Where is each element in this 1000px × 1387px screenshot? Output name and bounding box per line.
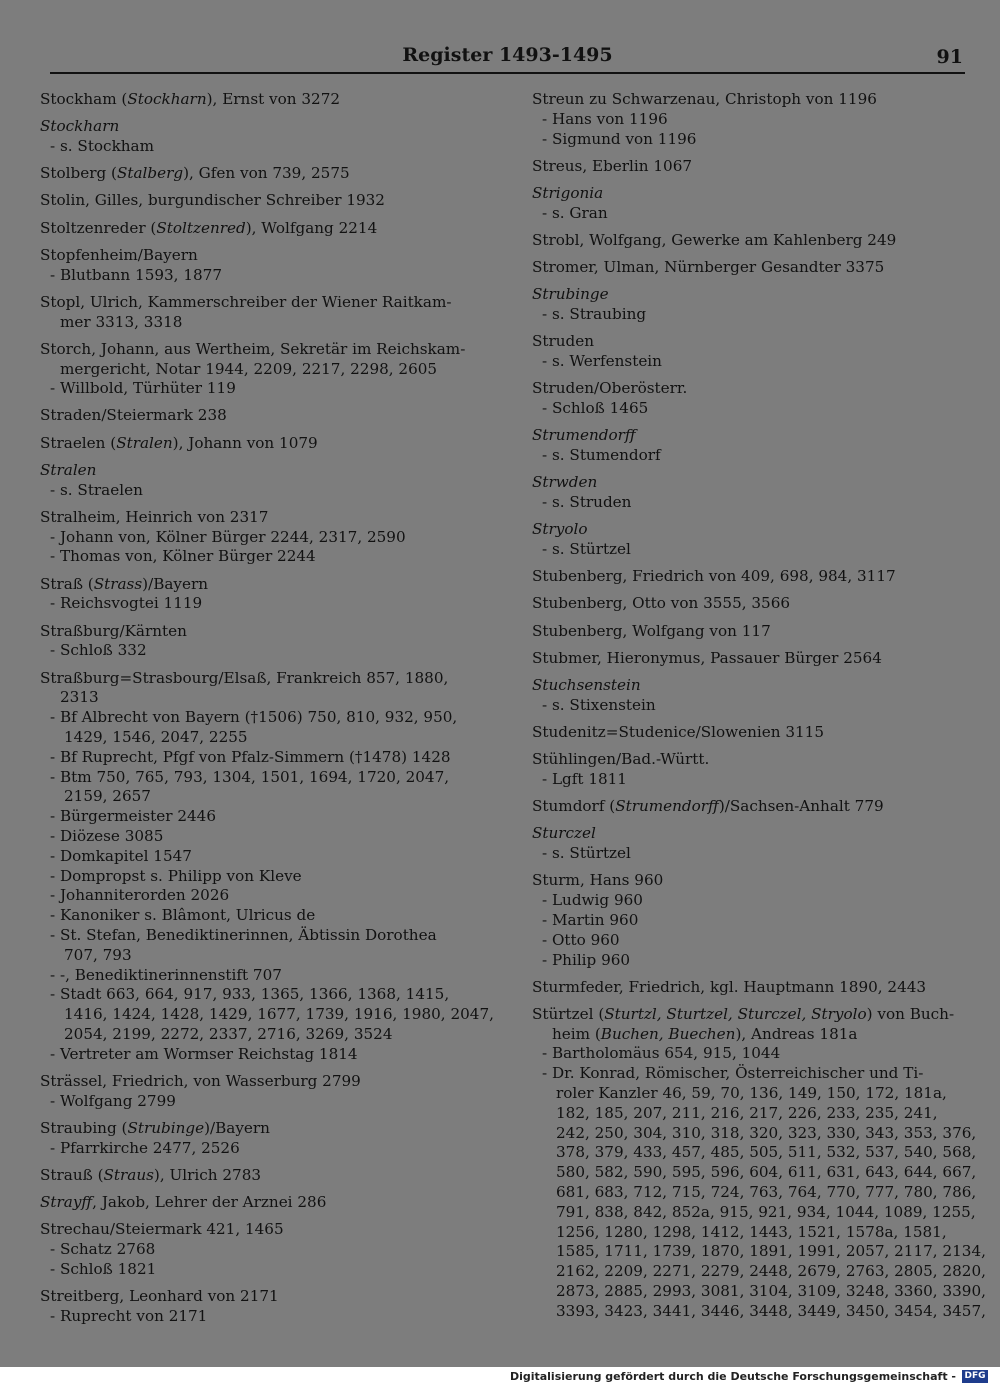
index-entry-line <box>532 379 962 399</box>
entry-text: )/Sachsen-Anhalt 779 <box>718 797 884 816</box>
entry-text: Stubenberg, Wolfgang von 117 <box>532 621 771 640</box>
index-entry <box>40 1287 480 1327</box>
page-header <box>50 40 965 74</box>
index-entry-line <box>40 669 480 689</box>
entry-text: 3393, 3423, 3441, 3446, 3448, 3449, 3450, 3454, 3457, <box>556 1301 986 1320</box>
index-entry-line <box>40 340 480 360</box>
index-subentry-line <box>40 641 480 661</box>
index-entry <box>532 871 962 970</box>
entry-text: - Otto 960 <box>542 930 620 949</box>
entry-text: - s. Stixenstein <box>542 695 656 714</box>
italic-name-variant: Buchen, Buechen <box>600 1024 736 1043</box>
entry-text: - s. Stürtzel <box>542 844 631 863</box>
entry-text: 2159, 2657 <box>64 787 151 806</box>
index-entry-line <box>532 258 962 278</box>
entry-text: - s. Werfenstein <box>542 352 662 371</box>
entry-text: ), Gfen von 739, 2575 <box>183 164 350 183</box>
entry-text: Straden/Steiermark 238 <box>40 406 227 425</box>
index-entry-line <box>532 1242 986 1262</box>
entry-text: Strechau/Steiermark 421, 1465 <box>40 1220 284 1239</box>
right-column <box>532 90 986 1329</box>
index-entry-line <box>40 246 480 266</box>
index-subentry-line <box>40 594 480 614</box>
entry-text: - Ludwig 960 <box>542 891 643 910</box>
entry-text: - Johanniterorden 2026 <box>50 886 230 905</box>
index-subentry-line <box>40 867 480 887</box>
index-entry <box>532 649 962 669</box>
entry-text: ), Andreas 181a <box>735 1024 858 1043</box>
italic-name-variant: Stoltzenred <box>156 218 246 237</box>
index-entry <box>532 567 962 587</box>
index-entry-line <box>40 90 480 110</box>
italic-name-variant: Stockharn <box>40 117 120 136</box>
entry-text: 2313 <box>60 688 99 707</box>
entry-text: Stubenberg, Friedrich von 409, 698, 984, 3117 <box>532 567 896 586</box>
index-subentry-line <box>40 481 480 501</box>
index-subentry-line <box>40 1045 480 1065</box>
entry-text: - Willbold, Türhüter 119 <box>50 379 236 398</box>
entry-text: Streun zu Schwarzenau, Christoph von 1196 <box>532 90 877 108</box>
entry-text: - Blutbann 1593, 1877 <box>50 265 222 284</box>
entry-text: - Schatz 2768 <box>50 1240 156 1259</box>
index-entry <box>40 1193 480 1213</box>
index-entry-line <box>532 649 962 669</box>
italic-name-variant: Stalberg <box>116 164 184 183</box>
index-subentry-line <box>532 493 962 513</box>
italic-name-variant: Stryolo <box>532 520 588 539</box>
entry-text: Strobl, Wolfgang, Gewerke am Kahlenberg 249 <box>532 230 897 249</box>
entry-text: - Martin 960 <box>542 910 639 929</box>
italic-name-variant: Strubinge <box>127 1118 205 1137</box>
index-entry-line <box>40 1025 480 1045</box>
index-entry <box>532 676 962 716</box>
index-entry-line <box>40 1119 480 1139</box>
entry-text: Stoltzenreder ( <box>40 218 157 237</box>
index-entry <box>40 508 480 567</box>
index-entry-line <box>40 360 480 380</box>
entry-text: - Schloß 1465 <box>542 399 649 418</box>
index-subentry-line <box>532 844 962 864</box>
entry-text: - s. Stürtzel <box>542 540 631 559</box>
entry-text: - Johann von, Kölner Bürger 2244, 2317, 2590 <box>50 527 406 546</box>
entry-text: - Schloß 1821 <box>50 1259 157 1278</box>
index-entry <box>532 285 962 325</box>
page-number: 91 <box>936 46 963 68</box>
entry-text: Stubmer, Hieronymus, Passauer Bürger 2564 <box>532 648 882 667</box>
entry-text: - s. Struden <box>542 493 632 512</box>
italic-name-variant: Strumendorff <box>532 426 636 445</box>
index-entry-line <box>532 90 962 110</box>
index-subentry-line <box>532 1044 962 1064</box>
index-entry <box>532 594 962 614</box>
entry-text: 1585, 1711, 1739, 1870, 1891, 1991, 2057, 2117, 2134, <box>556 1242 986 1261</box>
entry-text: 1429, 1546, 2047, 2255 <box>64 727 248 746</box>
funding-notice: Digitalisierung gefördert durch die Deutsche Forschungsgemeinschaft - <box>509 1370 956 1383</box>
entry-text: Stürtzel ( <box>532 1004 605 1023</box>
index-subentry-line <box>532 399 962 419</box>
entry-text: - s. Straelen <box>50 480 143 499</box>
entry-text: roler Kanzler 46, 59, 70, 136, 149, 150, 172, 181a, <box>556 1084 947 1103</box>
index-subentry-line <box>532 770 962 790</box>
entry-text: 2054, 2199, 2272, 2337, 2716, 3269, 3524 <box>64 1024 393 1043</box>
index-entry-line <box>532 797 962 817</box>
entry-text: - Bürgermeister 2446 <box>50 807 217 826</box>
index-entry-line <box>40 219 480 239</box>
index-entry-line <box>532 594 962 614</box>
index-entry <box>532 426 962 466</box>
index-entry <box>40 622 480 662</box>
index-entry-line <box>40 313 480 333</box>
entry-text: mergericht, Notar 1944, 2209, 2217, 2298, 2605 <box>60 359 438 378</box>
index-entry-line <box>40 461 480 481</box>
entry-text: 707, 793 <box>64 945 132 964</box>
index-subentry-line <box>40 926 480 946</box>
left-column <box>40 90 494 1334</box>
index-entry <box>532 258 962 278</box>
entry-text: - Philip 960 <box>542 950 631 969</box>
index-entry <box>40 117 480 157</box>
italic-name-variant: Sturtzl, Sturtzel, Sturczel, Stryolo <box>604 1004 867 1023</box>
index-subentry-line <box>40 886 480 906</box>
index-subentry-line <box>40 748 480 768</box>
index-entry <box>532 231 962 251</box>
index-entry-line <box>532 1202 976 1223</box>
entry-text: - s. Gran <box>542 203 608 222</box>
italic-name-variant: Straus <box>103 1165 154 1184</box>
index-entry-line <box>40 191 480 211</box>
entry-text: Streitberg, Leonhard von 2171 <box>40 1287 279 1306</box>
index-subentry-line <box>40 1092 480 1112</box>
index-entry-line <box>532 1025 962 1045</box>
entry-text: - Bf Albrecht von Bayern (†1506) 750, 810, 932, 950, <box>50 708 458 727</box>
italic-name-variant: Strwden <box>532 473 598 492</box>
entry-text: Studenitz=Studenice/Slowenien 3115 <box>532 722 824 741</box>
entry-text: - Bf Ruprecht, Pfgf von Pfalz-Simmern (†1478) 1428 <box>50 747 451 766</box>
index-entry-line <box>532 1282 986 1302</box>
index-entry-line <box>40 575 480 595</box>
index-entry-line <box>532 231 962 251</box>
entry-text: 1256, 1280, 1298, 1412, 1443, 1521, 1578a, 1581, <box>556 1222 947 1241</box>
index-entry <box>532 978 962 998</box>
entry-text: - s. Straubing <box>542 305 647 324</box>
entry-text: Stopl, Ulrich, Kammerschreiber der Wiener Raitkam- <box>40 292 452 311</box>
entry-text: - Hans von 1196 <box>542 109 668 128</box>
index-entry-line <box>532 285 962 305</box>
index-entry-line <box>532 723 962 743</box>
entry-text: - Diözese 3085 <box>50 826 164 845</box>
index-subentry-line <box>532 130 962 150</box>
index-entry-line <box>40 1287 480 1307</box>
entry-text: - s. Stumendorf <box>542 446 661 465</box>
index-entry <box>532 1004 986 1322</box>
index-subentry-line <box>40 137 480 157</box>
index-entry-line <box>532 1143 977 1163</box>
index-entry-line <box>40 688 480 708</box>
index-entry <box>40 340 480 399</box>
index-entry-line <box>532 1301 986 1322</box>
entry-text: 580, 582, 590, 595, 596, 604, 611, 631, 643, 644, 667, <box>556 1163 977 1182</box>
entry-text: ), Johann von 1079 <box>172 433 318 452</box>
index-entry-line <box>40 1072 480 1092</box>
index-entry-line <box>532 157 962 177</box>
index-entry-line <box>40 946 480 966</box>
index-entry-line <box>40 434 480 454</box>
entry-text: - Ruprecht von 2171 <box>50 1306 208 1325</box>
index-entry <box>40 668 494 1065</box>
index-entry-line <box>532 332 962 352</box>
entry-text: )/Bayern <box>204 1118 270 1137</box>
entry-text: mer 3313, 3318 <box>60 312 183 331</box>
entry-text: - Lgft 1811 <box>542 769 627 788</box>
dfg-logo: DFG <box>962 1370 988 1383</box>
index-entry-line <box>532 1262 986 1282</box>
index-subentry-line <box>532 1064 962 1084</box>
entry-text: - Dompropst s. Philipp von Kleve <box>50 866 302 885</box>
index-entry-line <box>532 676 962 696</box>
index-entry-line <box>532 824 962 844</box>
entry-text: - Vertreter am Wormser Reichstag 1814 <box>50 1044 358 1063</box>
entry-text: Stumdorf ( <box>532 797 616 816</box>
index-entry <box>532 750 962 790</box>
index-subentry-line <box>40 985 480 1005</box>
entry-text: - Sigmund von 1196 <box>542 129 697 148</box>
index-entry-line <box>40 406 480 426</box>
index-entry-line <box>532 622 962 642</box>
entry-text: )/Bayern <box>142 574 209 593</box>
index-subentry-line <box>40 1240 480 1260</box>
index-entry-line <box>532 750 962 770</box>
index-entry <box>40 575 480 615</box>
index-entry-line <box>532 978 962 998</box>
entry-text: 1416, 1424, 1428, 1429, 1677, 1739, 1916, 1980, 2047, <box>64 1005 494 1024</box>
index-entry <box>40 293 480 333</box>
index-entry-line <box>40 728 480 748</box>
index-entry-line <box>532 1104 962 1124</box>
entry-text: 242, 250, 304, 310, 318, 320, 323, 330, 343, 353, 376, <box>556 1123 977 1142</box>
entry-text: Straelen ( <box>40 433 117 452</box>
index-entry-line <box>40 117 480 137</box>
index-entry <box>40 219 480 239</box>
index-entry-line <box>532 871 962 891</box>
index-subentry-line <box>40 1307 480 1327</box>
footer-bar <box>0 1367 1000 1387</box>
index-entry-line <box>532 184 962 204</box>
index-entry-line <box>40 1166 480 1186</box>
index-entry <box>40 1072 480 1112</box>
index-entry <box>532 520 962 560</box>
entry-text: Straß ( <box>40 574 94 593</box>
index-entry-line <box>40 1005 494 1025</box>
entry-text: Stolin, Gilles, burgundischer Schreiber 1932 <box>40 191 385 210</box>
entry-text: ), Ernst von 3272 <box>206 90 341 108</box>
entry-text: Stopfenheim/Bayern <box>40 245 198 264</box>
entry-text: - Wolfgang 2799 <box>50 1091 176 1110</box>
entry-text: Storch, Johann, aus Wertheim, Sekretär im Reichskam- <box>40 339 466 358</box>
entry-text: - Btm 750, 765, 793, 1304, 1501, 1694, 1720, 2047, <box>50 767 450 786</box>
index-entry-line <box>532 1223 962 1243</box>
entry-text: Straßburg=Strasbourg/Elsaß, Frankreich 857, 1880, <box>40 668 449 687</box>
index-entry <box>40 461 480 501</box>
index-entry-line <box>40 164 480 184</box>
index-entry-line <box>40 787 480 807</box>
italic-name-variant: Stockharn <box>127 90 207 108</box>
index-subentry-line <box>532 540 962 560</box>
index-entry-line <box>532 567 962 587</box>
entry-text: , Jakob, Lehrer der Arznei 286 <box>92 1193 327 1212</box>
index-subentry-line <box>532 931 962 951</box>
index-entry-line <box>532 426 962 446</box>
index-entry-line <box>40 622 480 642</box>
index-entry <box>40 90 480 110</box>
index-entry <box>40 191 480 211</box>
index-entry-line <box>40 508 480 528</box>
index-entry <box>40 1166 480 1186</box>
entry-text: Struden/Oberösterr. <box>532 379 688 398</box>
index-entry <box>532 723 962 743</box>
index-subentry-line <box>40 266 480 286</box>
entry-text: - -, Benediktinerinnenstift 707 <box>50 965 282 984</box>
index-entry-line <box>40 1193 480 1213</box>
italic-name-variant: Strayff <box>40 1193 93 1212</box>
index-subentry-line <box>532 204 962 224</box>
index-subentry-line <box>532 352 962 372</box>
index-subentry-line <box>40 547 480 567</box>
entry-text: - Pfarrkirche 2477, 2526 <box>50 1138 240 1157</box>
entry-text: ), Ulrich 2783 <box>153 1165 262 1184</box>
entry-text: 681, 683, 712, 715, 724, 763, 764, 770, 777, 780, 786, <box>556 1183 977 1202</box>
index-subentry-line <box>40 906 480 926</box>
entry-text: Stockham ( <box>40 90 128 108</box>
entry-text: - St. Stefan, Benediktinerinnen, Äbtissin Dorothea <box>50 925 437 944</box>
entry-text: Strässel, Friedrich, von Wasserburg 2799 <box>40 1071 361 1090</box>
entry-text: Stralheim, Heinrich von 2317 <box>40 507 269 526</box>
index-subentry-line <box>40 827 480 847</box>
entry-text: - s. Stockham <box>50 136 155 155</box>
italic-name-variant: Stralen <box>116 433 173 452</box>
index-entry <box>532 622 962 642</box>
index-subentry-line <box>532 951 962 971</box>
index-entry <box>40 246 480 286</box>
entry-text: Strauß ( <box>40 1165 104 1184</box>
index-entry <box>40 164 480 184</box>
index-subentry-line <box>532 696 962 716</box>
index-subentry-line <box>532 891 962 911</box>
index-entry <box>532 797 962 817</box>
italic-name-variant: Strigonia <box>532 183 604 202</box>
entry-text: Struden <box>532 332 595 351</box>
index-entry <box>532 157 962 177</box>
italic-name-variant: Stuchsenstein <box>532 675 641 694</box>
entry-text: heim ( <box>552 1024 601 1043</box>
index-entry <box>532 473 962 513</box>
italic-name-variant: Stralen <box>40 460 97 479</box>
entry-text: Stühlingen/Bad.-Württ. <box>532 750 710 769</box>
entry-text: - Reichsvogtei 1119 <box>50 594 203 613</box>
italic-name-variant: Strubinge <box>532 285 609 304</box>
italic-name-variant: Strass <box>93 574 143 593</box>
index-entry <box>40 406 480 426</box>
index-entry-line <box>532 520 962 540</box>
index-entry-line <box>532 1123 977 1144</box>
entry-text: Straßburg/Kärnten <box>40 621 187 640</box>
index-entry-line <box>532 1005 962 1025</box>
index-subentry-line <box>40 379 480 399</box>
entry-text: 378, 379, 433, 457, 485, 505, 511, 532, 537, 540, 568, <box>556 1143 977 1162</box>
index-subentry-line <box>40 807 480 827</box>
index-entry <box>532 90 962 149</box>
entry-text: 2873, 2885, 2993, 3081, 3104, 3109, 3248, 3360, 3390, <box>556 1282 986 1301</box>
entry-text: - Schloß 332 <box>50 641 147 660</box>
entry-text: - Kanoniker s. Blâmont, Ulricus de <box>50 906 316 925</box>
entry-text: - Thomas von, Kölner Bürger 2244 <box>50 547 316 566</box>
index-entry <box>532 332 962 372</box>
index-entry-line <box>532 1163 977 1183</box>
entry-text: ) von Buch- <box>866 1004 955 1023</box>
italic-name-variant: Sturczel <box>532 824 596 843</box>
index-subentry-line <box>40 768 480 788</box>
index-subentry-line <box>40 1260 480 1280</box>
entry-text: - Bartholomäus 654, 915, 1044 <box>542 1044 781 1063</box>
index-entry <box>532 379 962 419</box>
index-entry <box>40 1220 480 1279</box>
index-subentry-line <box>532 110 962 130</box>
index-entry <box>532 184 962 224</box>
entry-text: - Stadt 663, 664, 917, 933, 1365, 1366, 1368, 1415, <box>50 985 450 1004</box>
entry-text: Streus, Eberlin 1067 <box>532 156 693 175</box>
index-subentry-line <box>532 911 962 931</box>
index-entry <box>40 1119 480 1159</box>
entry-text: 2162, 2209, 2271, 2279, 2448, 2679, 2763, 2805, 2820, <box>556 1262 986 1281</box>
entry-text: 182, 185, 207, 211, 216, 217, 226, 233, 235, 241, <box>556 1103 938 1122</box>
entry-text: Stubenberg, Otto von 3555, 3566 <box>532 594 791 613</box>
index-entry-line <box>40 1220 480 1240</box>
italic-name-variant: Strumendorff <box>615 797 719 816</box>
index-entry-line <box>40 293 480 313</box>
index-entry-line <box>532 1084 962 1104</box>
entry-text: Stolberg ( <box>40 164 117 183</box>
index-subentry-line <box>40 528 480 548</box>
entry-text: Straubing ( <box>40 1118 128 1137</box>
index-entry <box>40 434 480 454</box>
index-subentry-line <box>40 708 480 728</box>
page-title: Register 1493-1495 <box>402 44 613 66</box>
entry-text: - Dr. Konrad, Römischer, Österreichischer und Ti- <box>542 1064 924 1083</box>
entry-text: ), Wolfgang 2214 <box>245 218 378 237</box>
index-entry-line <box>532 1183 977 1203</box>
index-subentry-line <box>40 847 480 867</box>
entry-text: Sturm, Hans 960 <box>532 871 664 890</box>
entry-text: Stromer, Ulman, Nürnberger Gesandter 3375 <box>532 258 885 277</box>
entry-text: - Domkapitel 1547 <box>50 846 192 865</box>
index-subentry-line <box>532 305 962 325</box>
entry-text: 791, 838, 842, 852a, 915, 921, 934, 1044, 1089, 1255, <box>556 1202 976 1221</box>
index-subentry-line <box>40 1139 480 1159</box>
index-entry <box>532 824 962 864</box>
index-subentry-line <box>40 966 480 986</box>
entry-text: Sturmfeder, Friedrich, kgl. Hauptmann 1890, 2443 <box>532 977 927 996</box>
index-entry-line <box>532 473 962 493</box>
index-subentry-line <box>532 446 962 466</box>
